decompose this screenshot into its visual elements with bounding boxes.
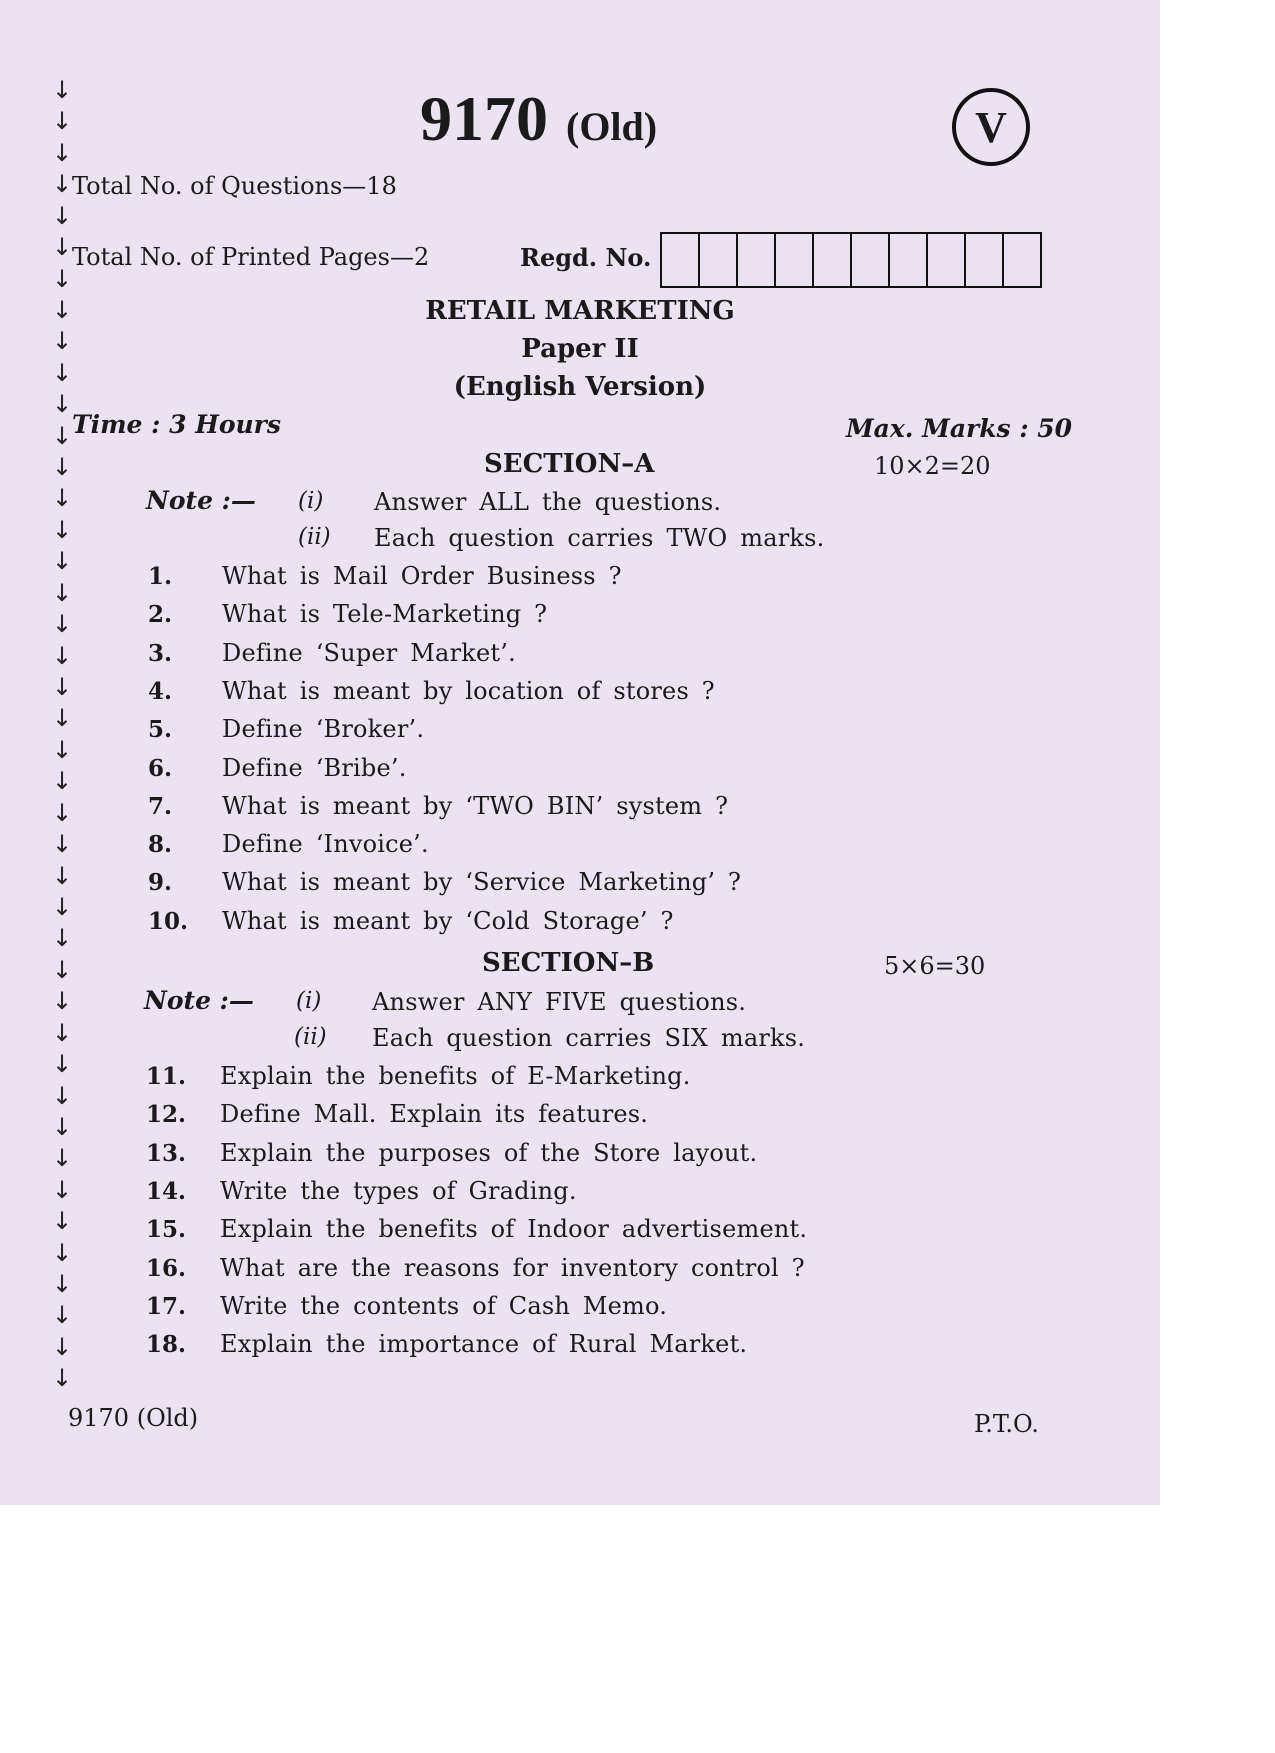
question-number: 14.	[146, 1177, 187, 1205]
margin-arrow-glyph: ↓	[52, 673, 73, 702]
regd-number-cell[interactable]	[928, 234, 966, 286]
max-marks: Max. Marks : 50	[846, 414, 1073, 443]
margin-arrow-glyph: ↓	[52, 76, 73, 104]
regd-number-cell[interactable]	[852, 234, 890, 286]
regd-number-cell[interactable]	[700, 234, 738, 286]
regd-number-cell[interactable]	[662, 234, 700, 286]
margin-arrow-glyph: ↓	[52, 295, 73, 324]
margin-arrow-glyph: ↓	[52, 830, 73, 859]
margin-arrow-glyph: ↓	[52, 1301, 73, 1330]
question-number: 3.	[148, 639, 173, 667]
question-text: Define Mall. Explain its features.	[220, 1100, 649, 1129]
section-b-note-1-text: Answer ANY FIVE questions.	[372, 988, 747, 1016]
section-b-note-2-text: Each question carries SIX marks.	[372, 1024, 806, 1052]
question-number: 8.	[148, 831, 173, 859]
margin-arrow-glyph: ↓	[52, 358, 73, 387]
question-text: What is meant by ‘Service Marketing’ ?	[222, 868, 742, 897]
question-text: Explain the benefits of Indoor advertisement.	[220, 1215, 808, 1244]
margin-arrows	[52, 78, 78, 1398]
footer-pto: P.T.O.	[974, 1410, 1039, 1438]
question-text: Explain the benefits of E-Marketing.	[220, 1062, 691, 1090]
version-badge-letter: V	[975, 102, 1007, 152]
regd-number-cell[interactable]	[776, 234, 814, 286]
margin-arrow-glyph: ↓	[52, 735, 73, 764]
margin-arrow-glyph: ↓	[52, 390, 73, 419]
margin-arrow-glyph: ↓	[52, 327, 73, 356]
question-number: 5.	[148, 716, 173, 744]
margin-arrow-glyph: ↓	[52, 1050, 73, 1079]
paper-code	[420, 82, 657, 156]
margin-arrow-glyph: ↓	[52, 1175, 73, 1204]
margin-arrow-glyph: ↓	[52, 233, 73, 262]
margin-arrow-glyph: ↓	[52, 1081, 73, 1110]
margin-arrow-glyph: ↓	[52, 107, 73, 136]
question-text: What is meant by ‘TWO BIN’ system ?	[222, 791, 729, 820]
question-number: 1.	[148, 563, 173, 590]
margin-arrow-glyph: ↓	[52, 767, 73, 796]
margin-arrow-glyph: ↓	[52, 170, 73, 199]
regd-label: Regd. No.	[520, 243, 652, 272]
margin-arrow-glyph: ↓	[52, 704, 73, 733]
regd-number-cell[interactable]	[966, 234, 1004, 286]
question-text: Define ‘Super Market’.	[222, 638, 516, 667]
section-a-note-label: Note :—	[146, 486, 256, 515]
question-number: 12.	[146, 1101, 187, 1129]
section-a-note-2-roman: (ii)	[298, 524, 331, 550]
margin-arrow-glyph: ↓	[52, 641, 73, 670]
question-number: 6.	[148, 754, 173, 782]
margin-arrow-glyph: ↓	[52, 1364, 73, 1393]
footer-code: 9170 (Old)	[68, 1404, 199, 1432]
version-badge	[952, 88, 1030, 166]
subject-paper: Paper II	[521, 334, 639, 364]
question-text: Explain the purposes of the Store layout.	[220, 1138, 758, 1167]
section-b-marks: 5×6=30	[884, 952, 986, 980]
question-text: Define ‘Bribe’.	[222, 753, 407, 782]
margin-arrow-glyph: ↓	[52, 578, 73, 607]
section-a-note-1-roman: (i)	[298, 488, 324, 514]
exam-time: Time : 3 Hours	[72, 410, 281, 439]
question-text: What is meant by location of stores ?	[222, 676, 715, 705]
question-number: 17.	[146, 1292, 187, 1320]
question-text: Define ‘Invoice’.	[222, 830, 429, 859]
regd-number-cell[interactable]	[1004, 234, 1040, 286]
question-number: 2.	[148, 601, 173, 629]
section-b-heading: SECTION–B	[482, 948, 655, 978]
margin-arrow-glyph: ↓	[52, 1112, 73, 1141]
margin-arrow-glyph: ↓	[52, 1270, 73, 1299]
regd-number-cell[interactable]	[814, 234, 852, 286]
section-a-note-1-text: Answer ALL the questions.	[374, 488, 722, 516]
question-number: 10.	[148, 907, 189, 935]
margin-arrow-glyph: ↓	[52, 924, 73, 953]
margin-arrow-glyph: ↓	[52, 1238, 73, 1267]
margin-arrow-glyph: ↓	[52, 201, 73, 230]
question-text: Write the contents of Cash Memo.	[220, 1291, 668, 1320]
question-number: 15.	[146, 1216, 187, 1244]
question-number: 7.	[148, 792, 173, 820]
section-a-marks: 10×2=20	[874, 452, 991, 480]
margin-arrow-glyph: ↓	[52, 955, 73, 984]
question-text: Define ‘Broker’.	[222, 715, 425, 744]
margin-arrow-glyph: ↓	[52, 1207, 73, 1236]
subject-version: (English Version)	[453, 372, 707, 402]
margin-arrow-glyph: ↓	[52, 547, 73, 576]
question-text: Explain the importance of Rural Market.	[220, 1330, 748, 1359]
margin-arrow-glyph: ↓	[52, 515, 73, 544]
question-number: 11.	[146, 1063, 187, 1090]
regd-number-cell[interactable]	[738, 234, 776, 286]
margin-arrow-glyph: ↓	[52, 610, 73, 639]
question-number: 13.	[146, 1139, 187, 1167]
margin-arrow-glyph: ↓	[52, 987, 73, 1016]
question-number: 4.	[148, 677, 173, 705]
question-number: 18.	[146, 1331, 187, 1359]
paper-code-number: 9170	[420, 83, 548, 154]
margin-arrow-glyph: ↓	[52, 138, 73, 167]
total-questions: Total No. of Questions—18	[72, 172, 397, 200]
regd-number-cell[interactable]	[890, 234, 928, 286]
question-text: What is Tele-Marketing ?	[222, 600, 548, 629]
margin-arrow-glyph: ↓	[52, 1144, 73, 1173]
margin-arrow-glyph: ↓	[52, 892, 73, 921]
margin-arrow-glyph: ↓	[52, 264, 73, 293]
regd-number-boxes[interactable]	[660, 232, 1042, 288]
margin-arrow-glyph: ↓	[52, 1018, 73, 1047]
question-text: What is Mail Order Business ?	[222, 562, 622, 590]
margin-arrow-glyph: ↓	[52, 421, 73, 450]
margin-arrow-glyph: ↓	[52, 861, 73, 890]
margin-arrow-glyph: ↓	[52, 798, 73, 827]
section-a-heading: SECTION–A	[484, 449, 655, 479]
question-text: What is meant by ‘Cold Storage’ ?	[222, 906, 674, 935]
margin-arrow-glyph: ↓	[52, 484, 73, 513]
question-number: 16.	[146, 1254, 187, 1282]
subject-title: RETAIL MARKETING	[425, 296, 735, 326]
section-a-note-2-text: Each question carries TWO marks.	[374, 524, 825, 552]
margin-arrow-glyph: ↓	[52, 1332, 73, 1361]
section-b-note-2-roman: (ii)	[294, 1024, 327, 1050]
section-b-note-1-roman: (i)	[296, 988, 322, 1014]
question-text: What are the reasons for inventory control ?	[220, 1253, 805, 1282]
question-text: Write the types of Grading.	[220, 1176, 577, 1205]
margin-arrow-glyph: ↓	[52, 453, 73, 482]
paper-code-variant: (Old)	[566, 104, 658, 149]
section-b-note-label: Note :—	[144, 986, 254, 1015]
total-pages: Total No. of Printed Pages—2	[72, 243, 430, 271]
question-number: 9.	[148, 869, 173, 897]
